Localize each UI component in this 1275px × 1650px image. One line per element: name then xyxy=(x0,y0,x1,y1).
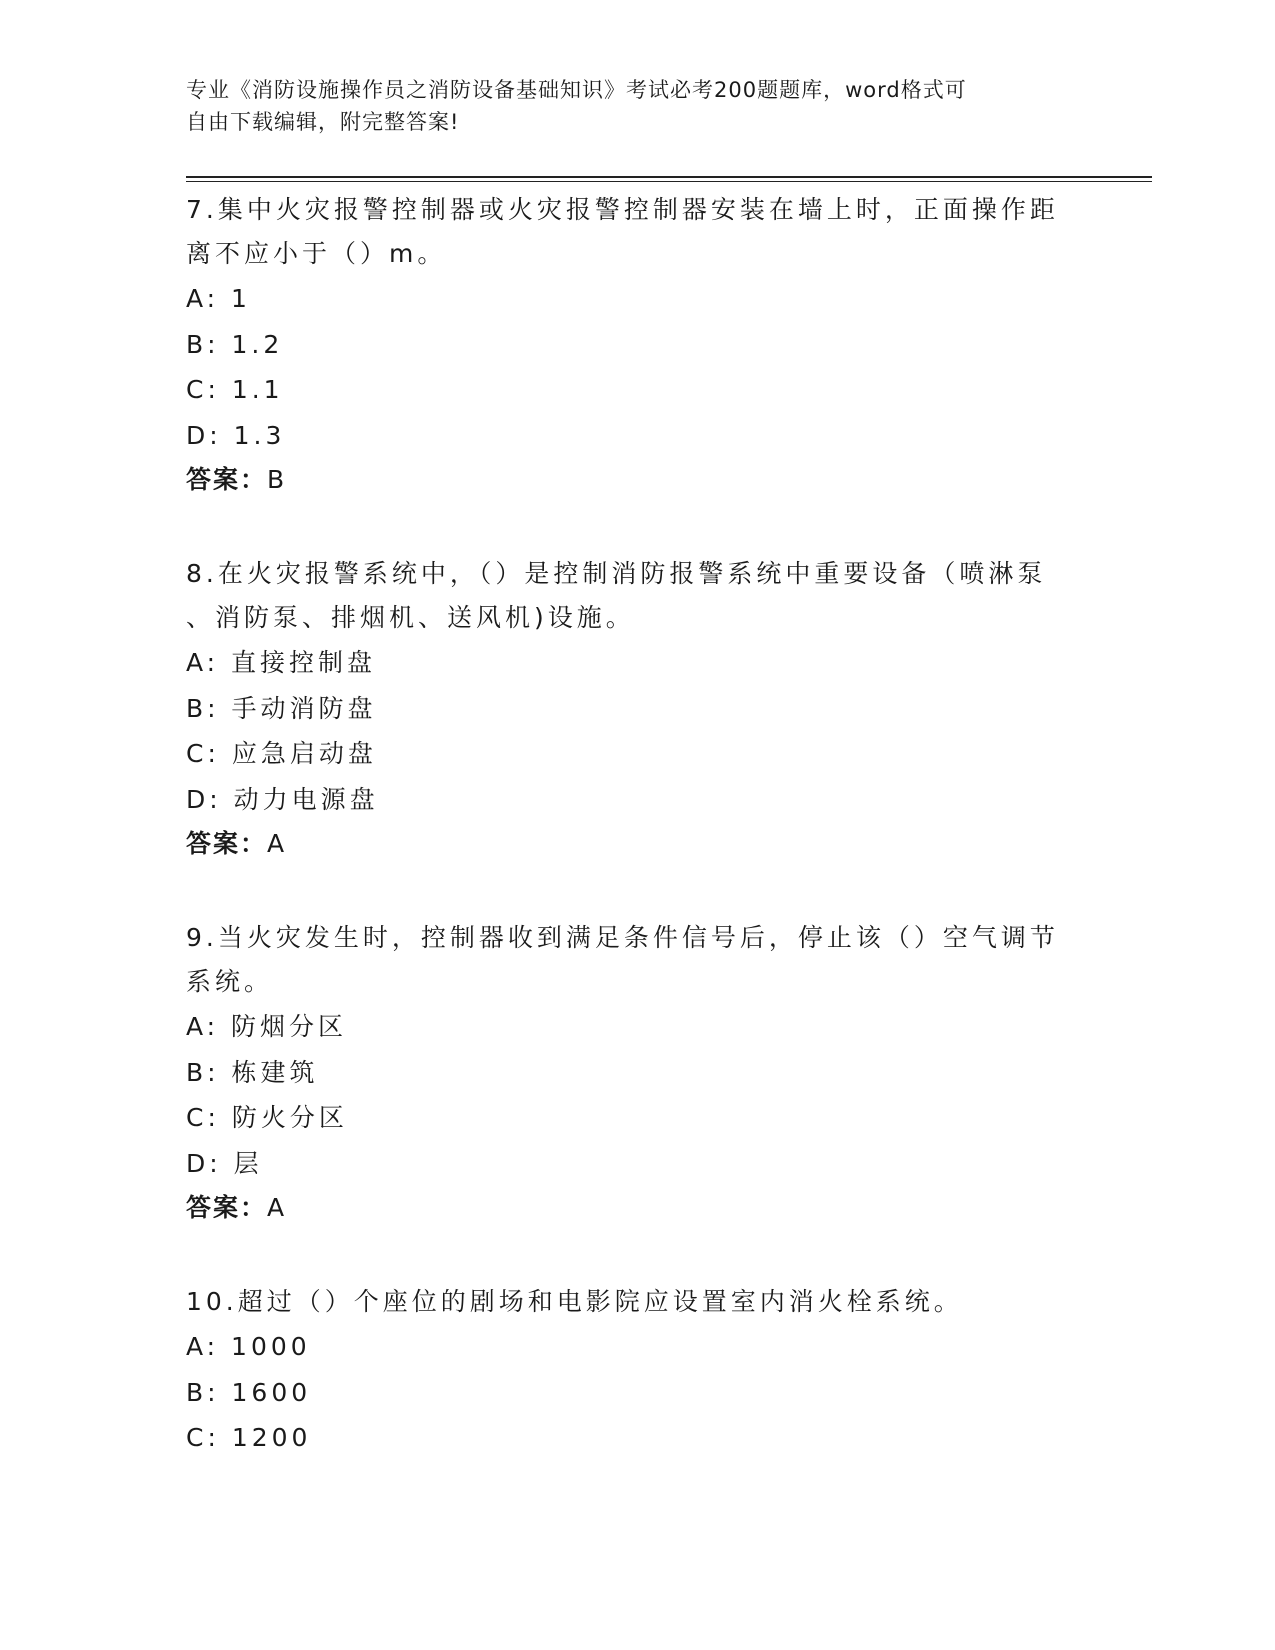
question-8 xyxy=(186,552,1066,866)
answer-label: 答案： xyxy=(186,465,268,494)
question-10 xyxy=(186,1280,1066,1461)
answer-value: B xyxy=(267,465,287,494)
question-stem-line: 离不应小于（）m。 xyxy=(186,239,447,268)
option-b: B: 栋建筑 xyxy=(186,1057,319,1087)
option-c: C: 防火分区 xyxy=(186,1103,348,1132)
question-stem-line: 10.超过（）个座位的剧场和电影院应设置室内消火栓系统。 xyxy=(186,1287,963,1316)
question-stem-line: 8.在火灾报警系统中，（）是控制消防报警系统中重要设备（喷淋泵 xyxy=(186,559,1047,588)
option-a: A: 1 xyxy=(186,284,251,313)
answer-label: 答案： xyxy=(186,1193,268,1222)
option-d: D: 层 xyxy=(186,1148,263,1178)
option-c: C: 1.1 xyxy=(186,375,284,404)
option-b: B: 手动消防盘 xyxy=(186,693,377,723)
question-stem-line: 、消防泵、排烟机、送风机)设施。 xyxy=(186,603,635,632)
option-d: D: 动力电源盘 xyxy=(186,784,379,814)
question-stem-line: 9.当火灾发生时，控制器收到满足条件信号后，停止该（）空气调节 xyxy=(186,923,1059,952)
answer-value: A xyxy=(267,1193,287,1222)
option-a: A: 防烟分区 xyxy=(186,1012,348,1041)
option-b: B: 1.2 xyxy=(186,329,284,359)
answer-label: 答案： xyxy=(186,829,268,858)
header-line-2: 自由下载编辑，附完整答案! xyxy=(186,110,460,134)
question-stem-line: 7.集中火灾报警控制器或火灾报警控制器安装在墙上时，正面操作距 xyxy=(186,195,1059,224)
option-c: C: 应急启动盘 xyxy=(186,739,377,768)
answer-value: A xyxy=(267,829,287,858)
option-a: A: 1000 xyxy=(186,1332,311,1361)
option-d: D: 1.3 xyxy=(186,420,286,450)
answer-line xyxy=(186,1186,1066,1230)
question-stem-line: 系统。 xyxy=(186,967,274,996)
option-b: B: 1600 xyxy=(186,1377,312,1407)
answer-line xyxy=(186,822,1066,866)
option-a: A: 直接控制盘 xyxy=(186,648,377,677)
header-line-1: 专业《消防设施操作员之消防设备基础知识》考试必考200题题库，word格式可 xyxy=(186,78,967,102)
option-c: C: 1200 xyxy=(186,1423,312,1452)
answer-line xyxy=(186,458,1066,502)
header-divider-thin xyxy=(186,181,1152,182)
question-7 xyxy=(186,188,1066,502)
document-header xyxy=(186,74,1086,138)
question-9 xyxy=(186,916,1066,1230)
header-divider xyxy=(186,176,1152,178)
